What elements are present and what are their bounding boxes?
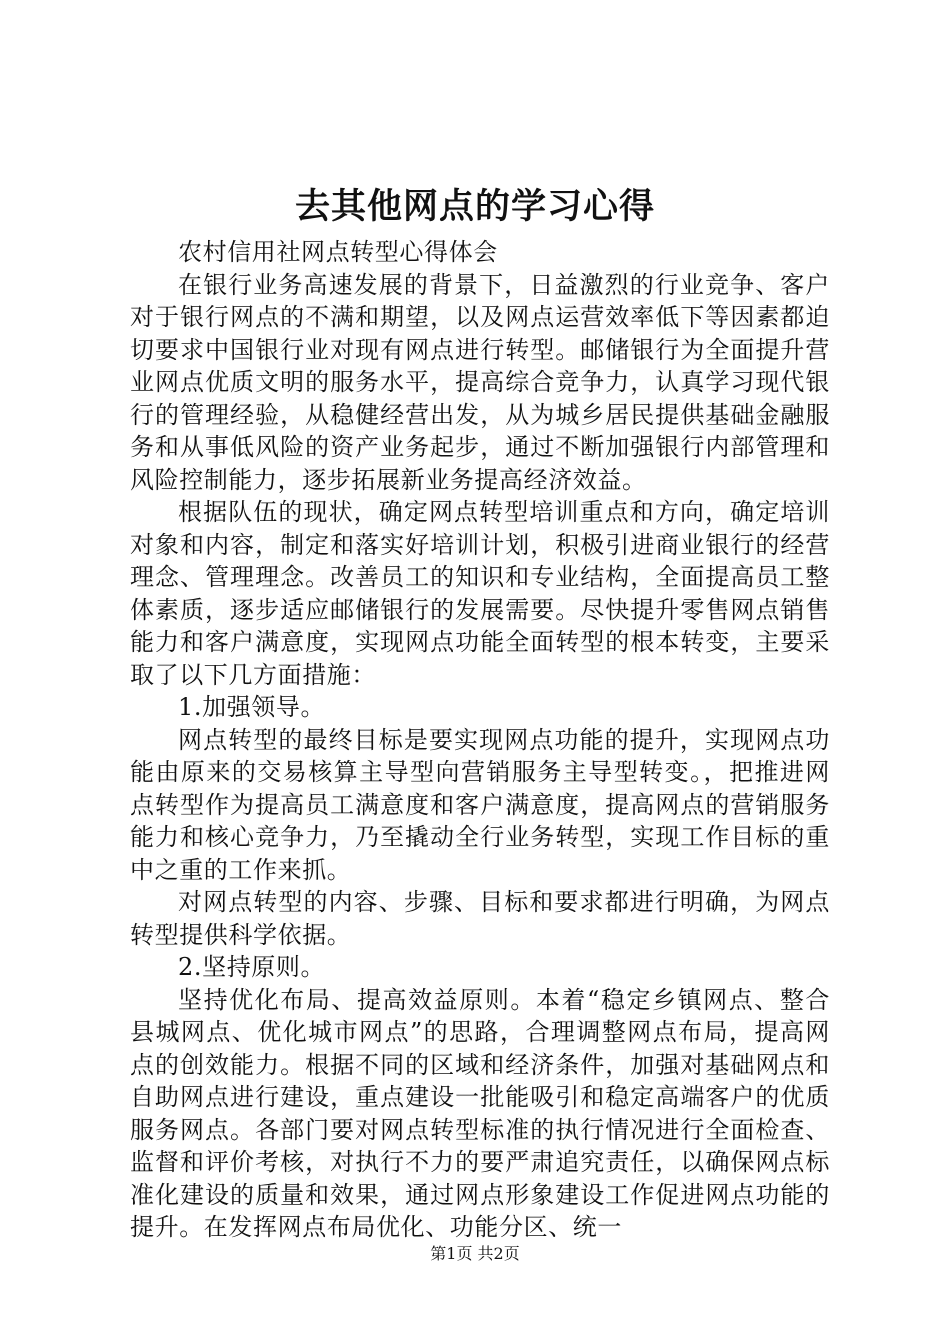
paragraph-2: 根据队伍的现状，确定网点转型培训重点和方向，确定培训对象和内容，制定和落实好培训计划，积极引进商业银行的经营理念、管理理念。改善员工的知识和专业结构，全面提高员工整体素质，逐步适应邮储银行的发展需要。尽快提升零售网点销售能力和客户满意度，实现网点功能全面转型的根本转变，主要采取了以下几方面措施： (130, 498, 830, 689)
document-title: 去其他网点的学习心得 (294, 186, 655, 227)
paragraph-1: 在银行业务高速发展的背景下，日益激烈的行业竞争、客户对于银行网点的不满和期望，以及网点运营效率低下等因素都迫切要求中国银行业对现有网点进行转型。邮储银行为全面提升营业网点优质文明的服务水平，提高综合竞争力，认真学习现代银行的管理经验，从稳健经营出发，从为城乡居民提供基础金融服务和从事低风险的资产业务起步，通过不断加强银行内部管理和风险控制能力，逐步拓展新业务提高经济效益。 (130, 270, 830, 494)
section-heading-2: 2.坚持原则。 (178, 953, 326, 981)
paragraph-5: 坚持优化布局、提高效益原则。本着“稳定乡镇网点、整合县城网点、优化城市网点”的思路，合理调整网点布局，提高网点的创效能力。根据不同的区域和经济条件，加强对基础网点和自助网点进行建设，重点建设一批能吸引和稳定高端客户的优质服务网点。各部门要对网点转型标准的执行情况进行全面检查、监督和评价考核，对执行不力的要严肃追究责任，以确保网点标准化建设的质量和效果，通过网点形象建设工作促进网点功能的提升。在发挥网点布局优化、功能分区、统一 (130, 985, 830, 1241)
document-body (130, 236, 830, 1244)
paragraph-4: 对网点转型的内容、步骤、目标和要求都进行明确，为网点转型提供科学依据。 (130, 888, 830, 949)
section-heading-1: 1.加强领导。 (178, 693, 326, 721)
page-footer: 第1页 共2页 (430, 1244, 520, 1263)
paragraph-subtitle: 农村信用社网点转型心得体会 (178, 238, 498, 266)
paragraph-3: 网点转型的最终目标是要实现网点功能的提升，实现网点功能由原来的交易核算主导型向营销服务主导型转变。，把推进网点转型作为提高员工满意度和客户满意度，提高网点的营销服务能力和核心竞争力，乃至撬动全行业务转型，实现工作目标的重中之重的工作来抓。 (130, 725, 830, 884)
